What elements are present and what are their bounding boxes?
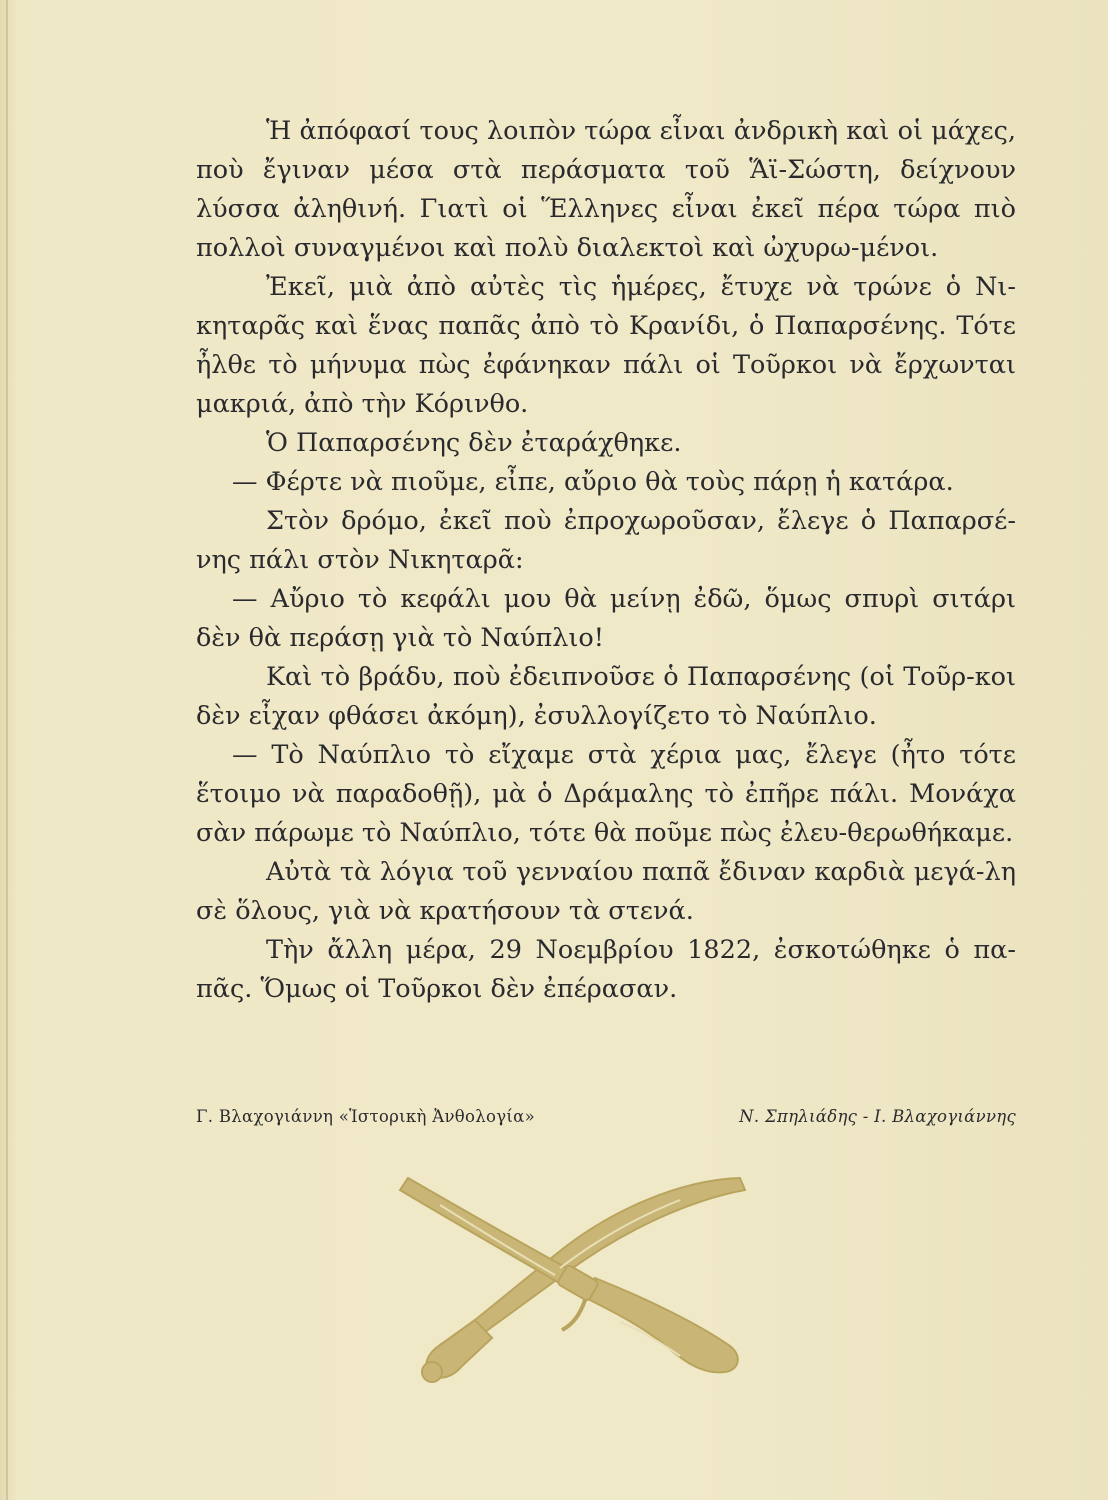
- crossed-yataghan-and-pistol-icon: [380, 1160, 760, 1390]
- caption-source: Γ. Βλαχογιάννη «Ἱστορικὴ Ἀνθολογία»: [196, 1107, 536, 1126]
- paragraph-7: Καὶ τὸ βράδυ, ποὺ ἐδειπνοῦσε ὁ Παπαρσένης (οἱ Τοῦρ-κοι δὲν εἶχαν φθάσει ἀκόμη), ἐσυλλογίζετο τὸ Ναύπλιο.: [196, 662, 1016, 731]
- paragraph-3: Ὁ Παπαρσένης δὲν ἐταράχθηκε.: [266, 428, 682, 458]
- paragraph-8: — Τὸ Ναύπλιο τὸ εἴχαμε στὰ χέρια μας, ἔλεγε (ἦτο τότε ἕτοιμο νὰ παραδοθῇ), μὰ ὁ Δράμαλης τὸ ἐπῆρε πάλι. Μονάχα σὰν πάρωμε τὸ Ναύπλιο, τότε θὰ ποῦμε πὼς ἐλευ-θερωθήκαμε.: [196, 740, 1016, 848]
- body-text: [196, 112, 1016, 1009]
- caption-authors: Ν. Σπηλιάδης - Ι. Βλαχογιάννης: [739, 1107, 1016, 1126]
- source-caption: [196, 1107, 1016, 1126]
- paragraph-9: Αὐτὰ τὰ λόγια τοῦ γενναίου παπᾶ ἔδιναν καρδιὰ μεγά-λη σὲ ὅλους, γιὰ νὰ κρατήσουν τὰ στενά.: [196, 857, 1016, 926]
- paragraph-6: — Αὔριο τὸ κεφάλι μου θὰ μείνῃ ἐδῶ, ὅμως σπυρὶ σιτάρι δὲν θὰ περάσῃ γιὰ τὸ Ναύπλιο!: [196, 584, 1016, 653]
- paragraph-4: — Φέρτε νὰ πιοῦμε, εἶπε, αὔριο θὰ τοὺς πάρῃ ἡ κατάρα.: [232, 467, 954, 497]
- paragraph-2: Ἐκεῖ, μιὰ ἀπὸ αὐτὲς τὶς ἡμέρες, ἔτυχε νὰ τρώνε ὁ Νι-κηταρᾶς καὶ ἕνας παπᾶς ἀπὸ τὸ Κρανίδι, ὁ Παπαρσένης. Τότε ἦλθε τὸ μήνυμα πὼς ἐφάνηκαν πάλι οἱ Τοῦρκοι νὰ ἔρχωνται μακριά, ἀπὸ τὴν Κόρινθο.: [196, 272, 1016, 419]
- binding-edge: [6, 0, 8, 1500]
- paragraph-5: Στὸν δρόμο, ἐκεῖ ποὺ ἐπροχωροῦσαν, ἔλεγε ὁ Παπαρσέ-νης πάλι στὸν Νικηταρᾶ:: [196, 506, 1016, 575]
- paragraph-1: Ἡ ἀπόφασί τους λοιπὸν τώρα εἶναι ἀνδρικὴ καὶ οἱ μάχες, ποὺ ἔγιναν μέσα στὰ περάσματα τοῦ Ἅϊ-Σώστη, δείχνουν λύσσα ἀληθινή. Γιατὶ οἱ Ἕλληνες εἶναι ἐκεῖ πέρα τώρα πιὸ πολλοὶ συναγμένοι καὶ πολὺ διαλεκτοὶ καὶ ὠχυρω-μένοι.: [196, 116, 1016, 263]
- paragraph-10: Τὴν ἄλλη μέρα, 29 Νοεμβρίου 1822, ἐσκοτώθηκε ὁ πα-πᾶς. Ὅμως οἱ Τοῦρκοι δὲν ἐπέρασαν.: [196, 935, 1016, 1004]
